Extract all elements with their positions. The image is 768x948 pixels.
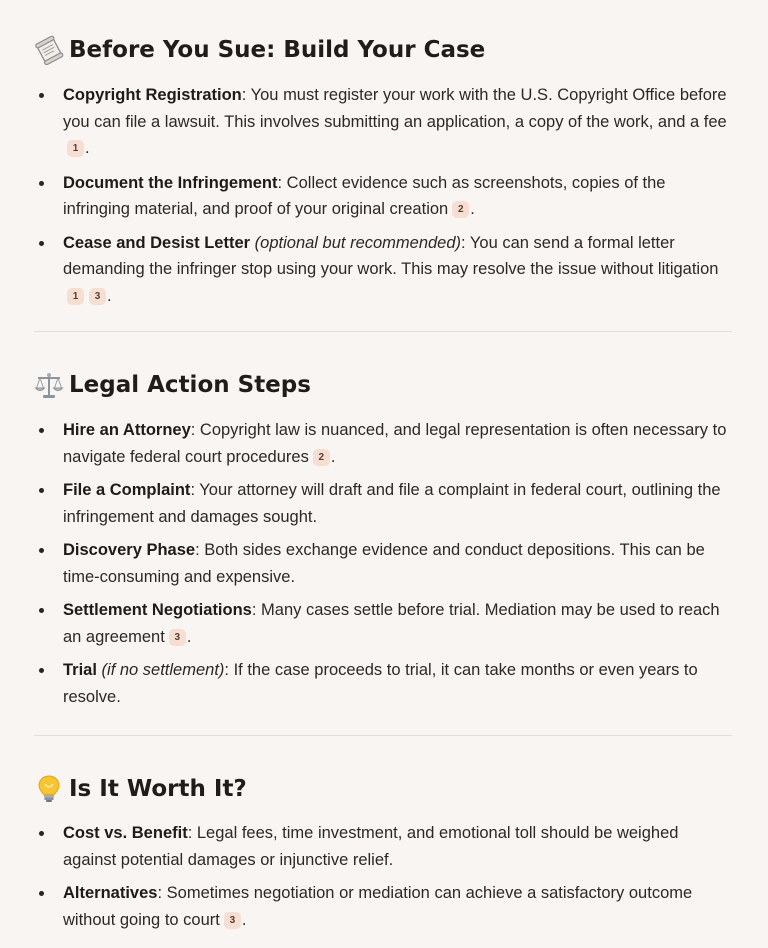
citation-badge[interactable]: 3 [169, 629, 186, 646]
item-end: . [241, 910, 247, 929]
list-item [34, 230, 734, 310]
item-text: : Copyright law is nuanced, and legal representation is often necessary to navigate federal court procedures [63, 421, 727, 466]
item-term: Discovery Phase [63, 541, 196, 559]
list-item [34, 537, 734, 590]
section-title-text: Legal Action Steps [69, 372, 311, 398]
section-title-worth-it [34, 774, 247, 804]
item-term: Alternatives [63, 884, 158, 902]
item-end: . [470, 200, 475, 218]
item-term: Settlement Negotiations [63, 601, 252, 619]
section-divider [34, 735, 732, 736]
light-bulb-icon [34, 774, 64, 804]
list-item [34, 657, 734, 710]
item-term: File a Complaint [63, 481, 191, 499]
citation-badge[interactable]: 2 [313, 449, 330, 466]
bullet-list-legal-action [34, 417, 734, 710]
section-title-legal-action [34, 370, 311, 400]
item-end: . [85, 139, 90, 157]
list-item [34, 597, 734, 650]
item-text: : If the case proceeds to trial, it can take months or even years to resolve. [63, 661, 698, 706]
item-text: : Legal fees, time investment, and emotional toll should be weighed against potential damages or injunctive relief. [63, 824, 679, 869]
list-item [34, 820, 734, 873]
balance-scale-icon [34, 370, 64, 400]
citation-badge[interactable]: 3 [89, 288, 106, 305]
list-item [34, 82, 734, 162]
item-term: Copyright Registration [63, 86, 242, 104]
item-note: (if no settlement) [101, 661, 225, 679]
item-end: . [186, 627, 192, 646]
bullet-list-worth-it [34, 820, 734, 933]
list-item [34, 880, 734, 933]
citation-badge[interactable]: 2 [452, 201, 469, 218]
list-item [34, 417, 734, 470]
citation-badge[interactable]: 3 [224, 912, 241, 929]
section-title-text: Before You Sue: Build Your Case [69, 37, 486, 63]
item-term: Hire an Attorney [63, 421, 191, 439]
item-text: : Both sides exchange evidence and conduct depositions. This can be time-consuming and expensive. [63, 541, 705, 586]
section-title-text: Is It Worth It? [69, 776, 247, 802]
item-term: Trial [63, 661, 97, 679]
bullet-list-before-you-sue [34, 82, 734, 309]
list-item [34, 477, 734, 530]
item-text: : Sometimes negotiation or mediation can achieve a satisfactory outcome without going to court [63, 884, 693, 929]
section-divider [34, 331, 732, 332]
item-text: : Collect evidence such as screenshots, copies of the infringing material, and proof of your original creation [63, 173, 666, 218]
item-term: Cost vs. Benefit [63, 824, 188, 842]
section-title-before-you-sue [34, 35, 485, 65]
item-term: Cease and Desist Letter [63, 233, 251, 252]
item-text: : You must register your work with the U.S. Copyright Office before you can file a lawsuit. This involves submitting an application, a copy of the work, and a fee [63, 86, 727, 131]
citation-badge[interactable]: 1 [67, 288, 84, 305]
item-note: (optional but recommended) [254, 233, 462, 252]
citation-badge[interactable]: 1 [67, 140, 84, 157]
list-item [34, 170, 734, 223]
item-term: Document the Infringement [63, 173, 278, 192]
item-end: . [107, 286, 112, 305]
scroll-icon [34, 35, 64, 65]
item-end: . [330, 447, 336, 466]
item-text: : You can send a formal letter demanding the infringer stop using your work. This may resolve the issue without litigation [63, 233, 719, 278]
item-text: : Many cases settle before trial. Mediation may be used to reach an agreement [63, 601, 720, 646]
item-text: : Your attorney will draft and file a complaint in federal court, outlining the infringement and damages sought. [63, 481, 721, 526]
